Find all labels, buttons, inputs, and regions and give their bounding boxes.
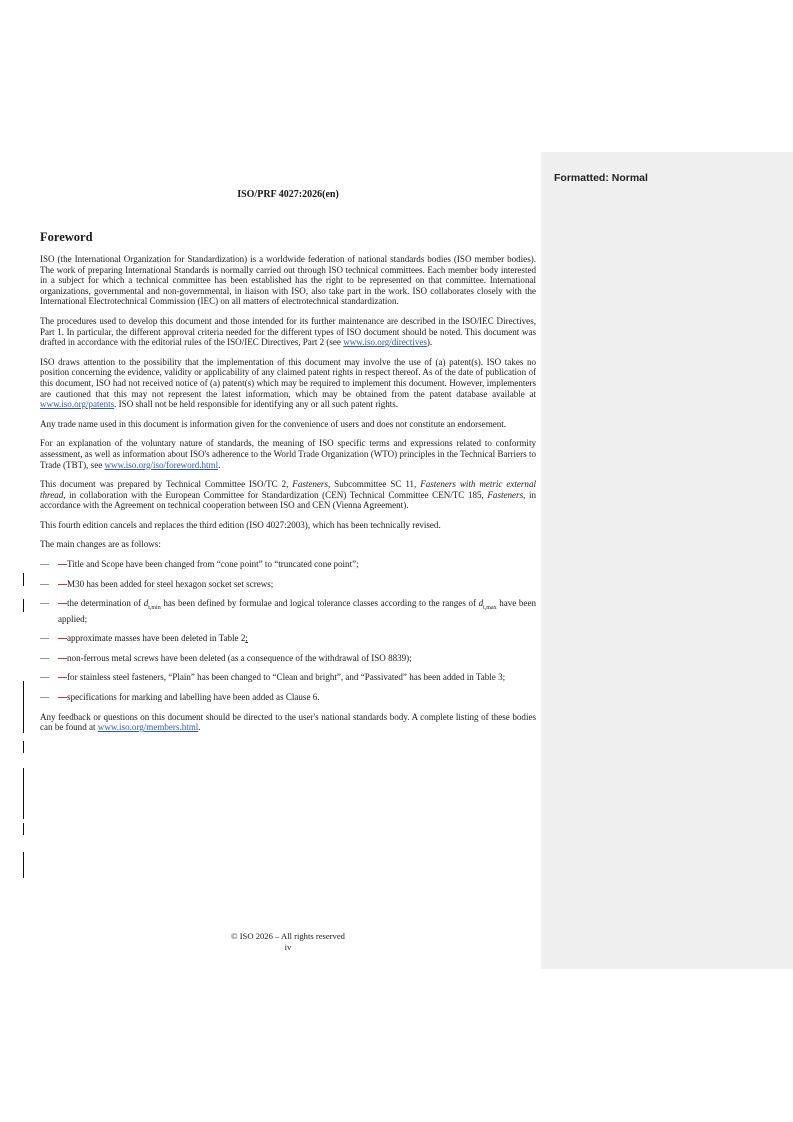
list-item [40, 672, 536, 683]
list-item-text: have been applied; [58, 598, 536, 624]
change-bar [23, 681, 24, 733]
list-item-text: has been defined by formulae and logical tolerance classes according to the ranges of [160, 598, 479, 609]
paragraph-trade-name: Any trade name used in this document is information given for the convenience of users and does not constitute an endorsement. [40, 418, 507, 429]
list-item [40, 559, 536, 570]
formatting-comment[interactable]: Formatted: Normal [554, 172, 648, 184]
list-dash: — [40, 652, 50, 663]
paragraph-changes-intro: The main changes are as follows: [40, 539, 161, 550]
list-item-text: the determination of [67, 598, 144, 609]
list-item [40, 579, 536, 590]
paragraph-patents [40, 357, 536, 410]
symbol-subscript: t,max [483, 605, 497, 612]
members-link[interactable]: www.iso.org/members.html [97, 722, 199, 733]
paragraph-text: 2, [277, 479, 293, 490]
page-number: iv [284, 942, 292, 952]
list-item-text: non-ferrous metal screws have been deleted (as a consequence of the withdrawal of ISO [67, 652, 386, 663]
list-dash: — [40, 598, 50, 609]
paragraph-procedures [40, 316, 536, 348]
copyright-notice: © ISO 2026 – All rights reserved [231, 931, 345, 941]
paragraph-text: ). [426, 337, 433, 348]
paragraph-text: . [198, 722, 201, 733]
deleted-dash: — [58, 692, 68, 703]
deleted-dash: — [58, 559, 68, 570]
paragraph-edition: This fourth edition cancels and replaces the third edition (ISO 4027:2003), which has been technically revised. [40, 519, 441, 530]
foreword-link[interactable]: www.iso.org/iso/foreword.html [104, 459, 219, 470]
list-item-text: approximate masses have been deleted in Table 2 [67, 633, 246, 644]
list-item [40, 598, 536, 624]
comment-pane [541, 152, 793, 969]
symbol-d: d [143, 598, 149, 609]
list-dash: — [40, 692, 50, 703]
paragraph-feedback [40, 712, 536, 733]
change-bar [23, 768, 24, 819]
paragraph-committee [40, 479, 536, 511]
paragraph-text: . [218, 459, 221, 470]
page-footer [40, 931, 536, 953]
foreword-section [40, 230, 536, 742]
symbol-subscript: t,min [148, 605, 161, 612]
list-dash: — [40, 672, 50, 683]
foreword-title: Foreword [40, 230, 93, 244]
deleted-dash: — [58, 633, 68, 644]
list-dash: — [40, 633, 50, 644]
change-bar [23, 852, 24, 878]
deleted-dash: — [58, 578, 68, 589]
paragraph-text: 185, [464, 489, 488, 500]
inserted-text: ; [245, 633, 248, 644]
change-bar [23, 599, 24, 612]
list-item [40, 692, 536, 703]
change-bar [23, 741, 24, 753]
list-item-text: for stainless steel fasteners, “Plain” has been changed to “Clean and bright”, and “Passivated” has been added in Table 3; [67, 672, 506, 683]
paragraph-text: Any feedback or questions on this document should be directed to the user's national standards body. A complete listing of these bodies can be found at [40, 711, 536, 733]
subcommittee-name: Fasteners with metric external thread [40, 479, 536, 500]
change-bar [23, 823, 24, 835]
paragraph-voluntary-nature [40, 438, 536, 470]
list-item-text: Title and Scope have been changed from “cone point” to “truncated cone point”; [67, 559, 359, 570]
deleted-dash: — [58, 672, 68, 683]
document-id-header: ISO/PRF 4027:2026(en) [237, 189, 339, 200]
paragraph-text: For an explanation of the voluntary nature of standards, the meaning of ISO specific terms and expressions related to conformity assessment, as well as information about ISO's adherence to the World Trade Organization (WTO) principles in the Technical Barriers to Trade (TBT), see [40, 438, 536, 470]
paragraph-text: This document was prepared by Technical Committee ISO/TC [40, 479, 278, 490]
paragraph-text: ISO draws attention to the possibility that the implementation of this document may involve the use of (a) patent(s). ISO takes no position concerning the evidence, validity or applicability of any claimed patent rights in respect thereof. As of the date of publication of this document, ISO had not received notice of (a) patent(s) which may be required to implement this document. However, implementers are cautioned that this may not represent the latest information, which may be obtained from the patent database available at [40, 356, 536, 399]
list-item [40, 633, 536, 644]
committee-name: Fasteners [292, 479, 328, 490]
paragraph-text: , in accordance with the Agreement on technical cooperation between ISO and CEN (Vienna Agreement). [40, 489, 537, 511]
patents-link[interactable]: www.iso.org/patents [40, 399, 115, 410]
list-dash: — [40, 578, 50, 589]
change-bar [23, 573, 24, 586]
list-item-text: specifications for marking and labelling have been added as Clause 6. [67, 692, 320, 703]
paragraph-text: , in collaboration with the European Committee for Standardization (CEN) Technical Committee CEN/TC [63, 489, 465, 500]
deleted-dash: — [58, 598, 68, 609]
paragraph-text: . ISO shall not be held responsible for identifying any or all such patent rights. [114, 399, 399, 410]
list-item-text: M30 has been added for steel hexagon socket set screws; [67, 578, 274, 589]
paragraph-iso-intro: ISO (the International Organization for Standardization) is a worldwide federation of national standards bodies (ISO member bodies). The work of preparing International Standards is normally carried out through ISO technical committees. Each member body interested in a subject for which a technical committee has been established has the right to be represented on that committee. International organizations, governmental and non-governmental, in liaison with ISO, also take part in the work. ISO collaborates closely with the International Electrotechnical Commission (IEC) on all matters of electrotechnical standardization. [40, 254, 536, 307]
list-item [40, 653, 536, 664]
list-dash: — [40, 559, 50, 570]
symbol-d: d [478, 598, 484, 609]
deleted-dash: — [58, 652, 68, 663]
list-item-text: 8839); [385, 652, 412, 663]
paragraph-text: , Subcommittee SC 11, [327, 479, 421, 490]
cen-committee-name: Fasteners [487, 489, 524, 500]
paragraph-text: The procedures used to develop this document and those intended for its further maintenance are described in the ISO/IEC Directives, Part 1. In particular, the different approval criteria needed for the different types of ISO document should be noted. This document was drafted in accordance with the editorial rules of the ISO/IEC Directives, Part 2 (see [40, 315, 536, 348]
directives-link[interactable]: www.iso.org/directives [343, 337, 427, 348]
